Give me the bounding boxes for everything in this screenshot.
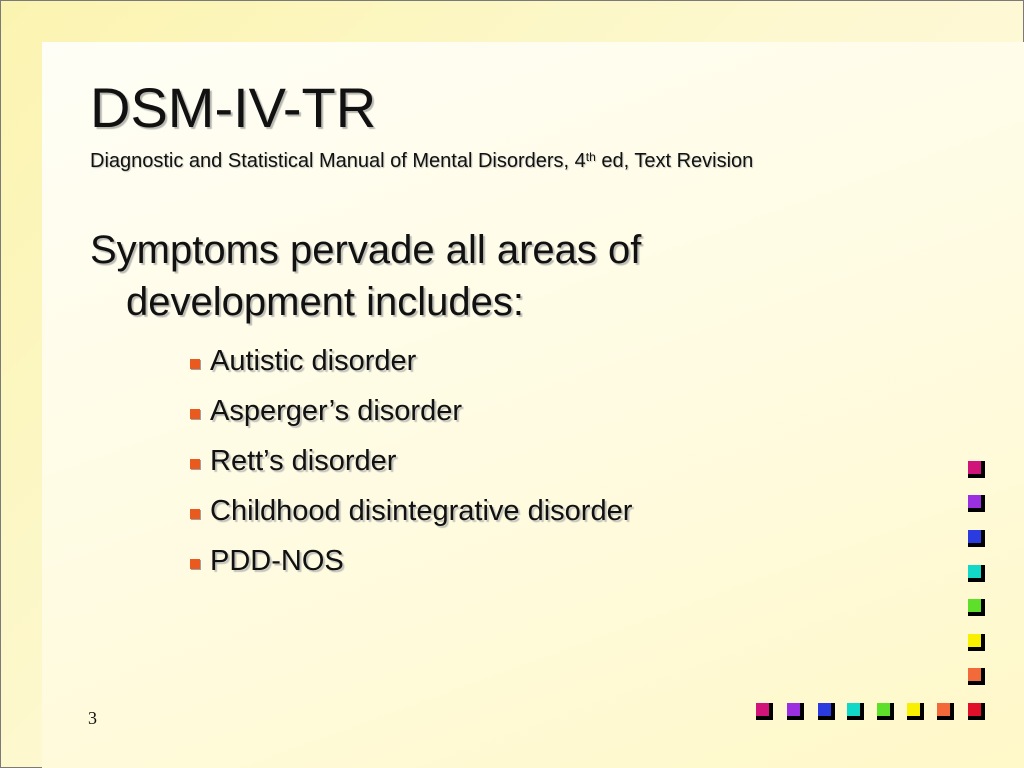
subtitle-main: Diagnostic and Statistical Manual of Mental Disorders, 4 [90,150,586,172]
decorative-square-icon [968,634,985,651]
decorative-square-icon [968,565,985,582]
decorative-square-icon [968,495,985,512]
square-bullet-icon [190,509,200,519]
bullet-text: Asperger’s disorder [210,394,462,427]
decorative-square-icon [787,703,804,720]
bullet-text: Autistic disorder [210,344,417,377]
bullet-text: Childhood disintegrative disorder [210,494,633,527]
square-bullet-icon [190,459,200,469]
bullet-text: Rett’s disorder [210,444,397,477]
decorative-square-icon [756,703,773,720]
square-bullet-icon [190,559,200,569]
bullet-item [190,486,632,536]
bullet-item [190,386,632,436]
bullet-list [190,336,632,586]
square-bullet-icon [190,359,200,369]
subtitle-superscript: th [585,150,596,164]
page-number: 3 [88,708,97,728]
decorative-square-icon [968,599,985,616]
bullet-item [190,536,632,586]
decorative-square-icon [937,703,954,720]
bullet-text: PDD-NOS [210,544,344,577]
main-point-text: Symptoms pervade all areas of development includes: [90,228,642,324]
decorative-square-icon [968,461,985,478]
bullet-item [190,436,632,486]
square-bullet-icon [190,409,200,419]
decorative-square-icon [968,668,985,685]
decorative-square-icon [818,703,835,720]
decorative-square-icon [968,703,985,720]
decorative-square-icon [877,703,894,720]
decorative-square-icon [968,530,985,547]
subtitle-end: ed, Text Revision [595,150,754,172]
bullet-item [190,336,632,386]
decorative-square-icon [847,703,864,720]
slide-subtitle [90,150,753,173]
decorative-square-icon [907,703,924,720]
slide-title: DSM-IV-TR [90,76,377,139]
